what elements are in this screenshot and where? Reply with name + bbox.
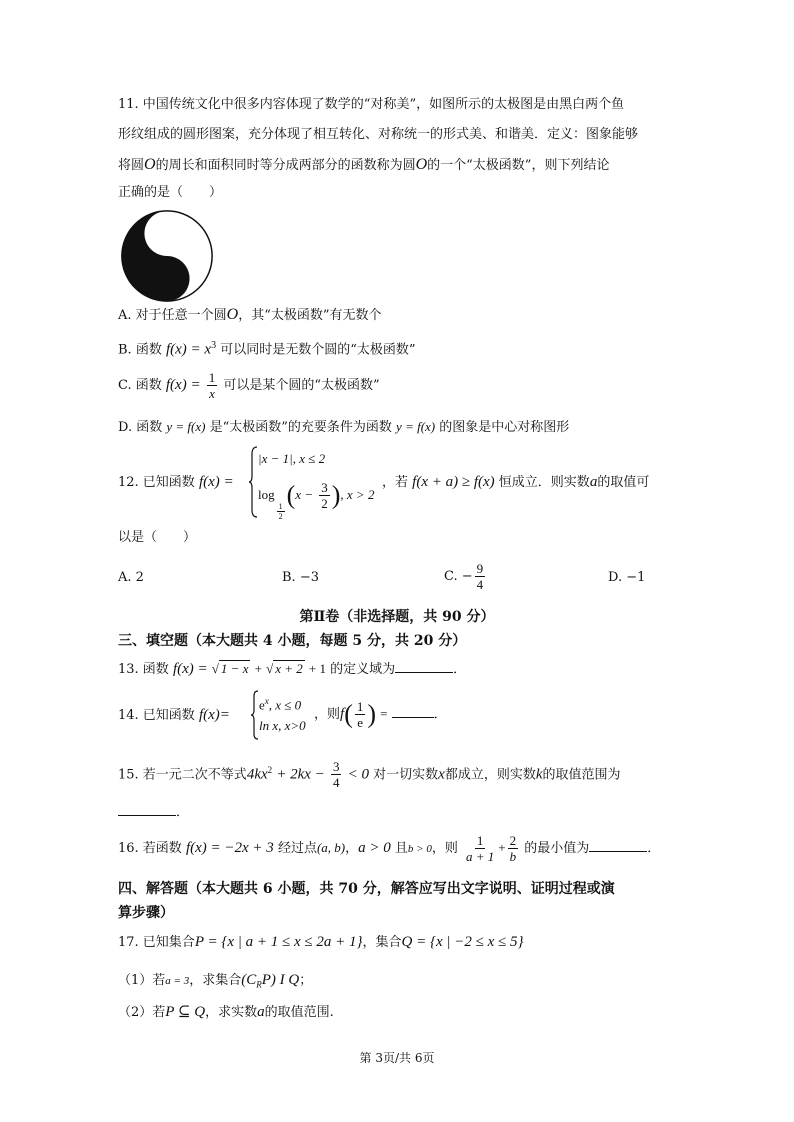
q13-answer-blank <box>395 660 453 673</box>
q11-line-2: 形纹组成的圆形图案，充分体现了相互转化、对称统一的形式美、和谐美．定义：图象能够 <box>118 127 639 142</box>
part-2-title: 第Ⅱ卷（非选择题，共 90 分） <box>299 609 495 625</box>
q11-option-a: A. 对于任意一个圆O，其“太极函数”有无数个 <box>118 306 382 323</box>
q16-answer-blank <box>589 839 647 852</box>
q13: 13. 函数 f(x) = √ 1 − x + √ x + 2 + 1 的定义域为 ． <box>118 661 467 677</box>
q14-answer-blank <box>392 705 434 718</box>
q11-line-3: 将圆O的周长和面积同时等分成两部分的函数称为圆O的一个“太极函数”，则下列结论 <box>118 156 610 173</box>
q17-part-1: （1）若a = 3，求集合$(C_RP)$ I Q； <box>118 972 313 990</box>
q12-option-d: D. −1 <box>608 570 646 585</box>
q12-case-1: |x − 1|, x ≤ 2 <box>258 451 326 466</box>
section-4-title-line-2: 算步骤） <box>118 905 174 921</box>
q12-brace <box>248 446 258 518</box>
q12-line-2: 以是（ ） <box>118 530 197 545</box>
fraction-1-over-x: $\frac{1}{x}$ <box>208 370 216 401</box>
q11-option-d: D. 函数 y = f(x) 是“太极函数”的充要条件为函数 y = f(x) 的图象是中心对称图形 <box>118 419 570 435</box>
q11-option-b: B. 函数 $f(x) = x^3$ 可以同时是无数个圆的“太极函数” <box>118 340 416 358</box>
q12-option-a: A. 2 <box>118 570 144 585</box>
q11-line-1: 11. 中国传统文化中很多内容体现了数学的“对称美”，如图所示的太极图是由黑白两个鱼 <box>118 97 625 112</box>
q14-case-1: $e^x$, x ≤ 0 <box>259 696 302 713</box>
q15: 15. 若一元二次不等式$4kx^2 + 2kx$ − $\frac{3}{4}$ < 0 对一切实数x都成立，则实数k的取值范围为 <box>118 759 621 791</box>
taiji-black-dot <box>161 273 172 284</box>
section-4-title-line-1: 四、解答题（本大题共 6 小题，共 70 分，解答应写出文字说明、证明过程或演 <box>118 881 615 897</box>
q17-part-2: （2）若P ⊆ Q，求实数a的取值范围. <box>118 1004 334 1020</box>
q12-case-2: log $\frac{1}{2}$ (x − $\frac{3}{2}$ ), x > 2 <box>258 480 375 521</box>
q12-suffix: ，若 f(x + a) ≥ f(x) 恒成立．则实数a的取值可 <box>382 474 650 490</box>
q14-case-2: ln x, x>0 <box>259 718 306 733</box>
q15-answer-blank <box>118 803 176 816</box>
taiji-white-dot <box>161 228 172 239</box>
q12-option-b: B. −3 <box>282 570 319 585</box>
q12-option-c: C. − $\frac{9}{4}$ <box>444 561 484 592</box>
q14-prefix: 14. 已知函数 f(x)= <box>118 707 230 723</box>
q16: 16. 若函数 f(x) = −2x + 3 经过点(a, b)，a > 0 且b > 0，则 $\frac{1}{a + 1}$ + $\frac{2}{b}$ 的最小值为 ． <box>118 833 661 864</box>
section-3-title: 三、填空题（本大题共 4 小题，每题 5 分，共 20 分） <box>118 633 467 649</box>
q11-line-4: 正确的是（ ） <box>118 185 223 200</box>
page-footer: 第 3页/共 6页 <box>359 1051 435 1065</box>
q14-brace <box>250 690 259 740</box>
taiji-figure <box>120 209 214 303</box>
q15-blank-line: ． <box>118 803 189 822</box>
q17: 17. 已知集合P = {x | a + 1 ≤ x ≤ 2a + 1}，集合Q = {x | −2 ≤ x ≤ 5} <box>118 934 524 950</box>
q11-option-c: C. 函数 f(x) = $\frac{1}{x}$ 可以是某个圆的“太极函数” <box>118 370 380 401</box>
q14-suffix: ，则f( $\frac{1}{e}$ ) = ． <box>314 699 447 730</box>
q12-prefix: 12. 已知函数 f(x) = <box>118 474 234 490</box>
